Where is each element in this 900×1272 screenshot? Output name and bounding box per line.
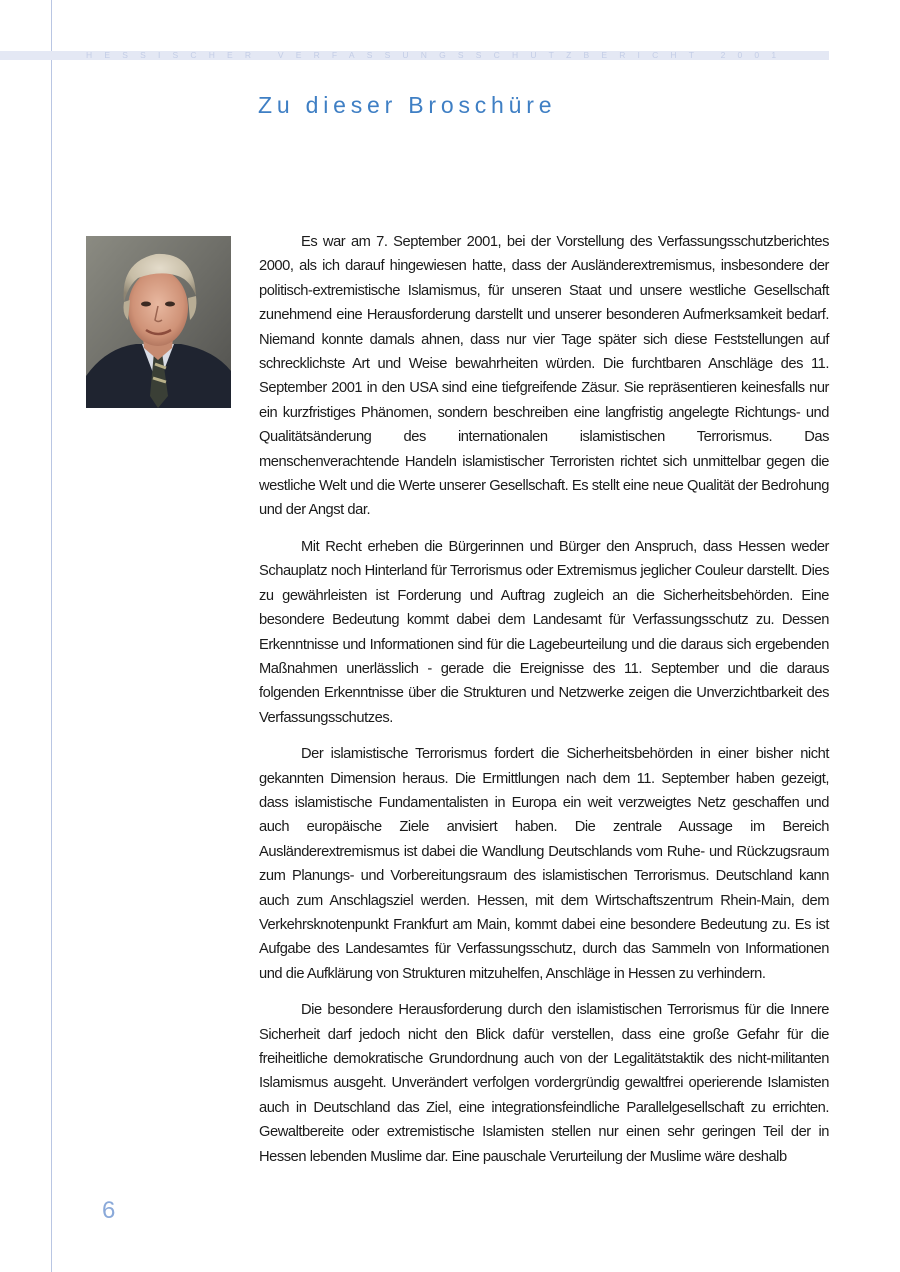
foreword-body [259,230,829,1181]
portrait-photo [86,236,231,408]
paragraph-1: Es war am 7. September 2001, bei der Vorstellung des Verfassungsschutzberichtes 2000, als ich darauf hingewiesen hatte, dass der Ausländerextremismus, insbesondere der politisch-extremistische Islamismus, für unseren Staat und unsere westliche Gesellschaft zunehmend eine Herausforderung darstellt und unserer besonderen Aufmerksamkeit bedarf. Niemand konnte damals ahnen, dass nur vier Tage später sich diese Feststellungen auf schrecklichste Art und Weise bewahrheiten würden. Die furchtbaren Anschläge des 11. September 2001 in den USA sind eine tiefgreifende Zäsur. Sie repräsentieren keinesfalls nur ein kurzfristiges Phänomen, sondern beschreiben eine langfristig angelegte Richtungs- und Qualitätsänderung des internationalen islamistischen Terrorismus. Das menschenverachtende Handeln islamistischer Terroristen richtet sich unmittelbar gegen die westliche Welt und die Werte unserer Gesellschaft. Es stellt eine neue Qualität der Bedrohung und der Angst dar. [259,234,829,519]
portrait-icon [86,236,231,408]
page-number: 6 [102,1197,116,1224]
paragraph-4: Die besondere Herausforderung durch den islamistischen Terrorismus für die Innere Sicherheit darf jedoch nicht den Blick dafür verstellen, dass eine große Gefahr für die freiheitliche demokratische Grundordnung auch von der Legalitätstaktik des nicht-militanten Islamismus ausgeht. Unverändert verfolgen vordergründig gewaltfrei operierende Islamisten auch in Deutschland das Ziel, eine integrationsfeindliche Parallelgesellschaft zu errichten. Gewaltbereite oder extremistische Islamisten stellen nur einen sehr geringen Teil der in Hessen lebenden Muslime dar. Eine pauschale Verurteilung der Muslime wäre deshalb [259,1002,829,1165]
running-header: HESSISCHER VERFASSUNGSSCHUTZBERICHT 2001 [86,50,789,60]
paragraph-2: Mit Recht erheben die Bürgerinnen und Bürger den Anspruch, dass Hessen weder Schauplatz noch Hinterland für Terrorismus oder Extremismus jeglicher Couleur darstellt. Dies zu gewährleisten ist Forderung und Auftrag zugleich an die Sicherheitsbehörden. Eine besondere Bedeutung kommt dabei dem Landesamt für Verfassungsschutz zu. Dessen Erkenntnisse und Informationen sind für die Lagebeurteilung und die daraus sich ergebenden Maßnahmen unerlässlich - gerade die Ereignisse des 11. September und die daraus folgenden Erkenntnisse über die Strukturen und Netzwerke zeigen die Unverzichtbarkeit des Verfassungsschutzes. [259,538,829,726]
left-margin-rule [51,0,52,1272]
paragraph-3: Der islamistische Terrorismus fordert die Sicherheitsbehörden in einer bisher nicht gekannten Dimension heraus. Die Ermittlungen nach dem 11. September haben gezeigt, dass islamistische Fundamentalisten in Europa ein weit verzweigtes Netz geschaffen und auch europäische Ziele anvisiert haben. Die zentrale Aussage im Bereich Ausländerextremismus ist dabei die Wandlung Deutschlands vom Ruhe- und Rückzugsraum zum Planungs- und Vorbereitungsraum des islamistischen Terrorismus. Deutschland kann auch zum Anschlagsziel werden. Hessen, mit dem Wirtschaftszentrum Rhein-Main, dem Verkehrsknotenpunkt Frankfurt am Main, kommt dabei eine besondere Bedeutung zu. Es ist Aufgabe des Landesamtes für Verfassungsschutz, durch das Sammeln von Informationen und die Aufklärung von Strukturen mitzuhelfen, Anschläge in Hessen zu verhindern. [259,746,829,982]
page-title: Zu dieser Broschüre [258,92,557,118]
